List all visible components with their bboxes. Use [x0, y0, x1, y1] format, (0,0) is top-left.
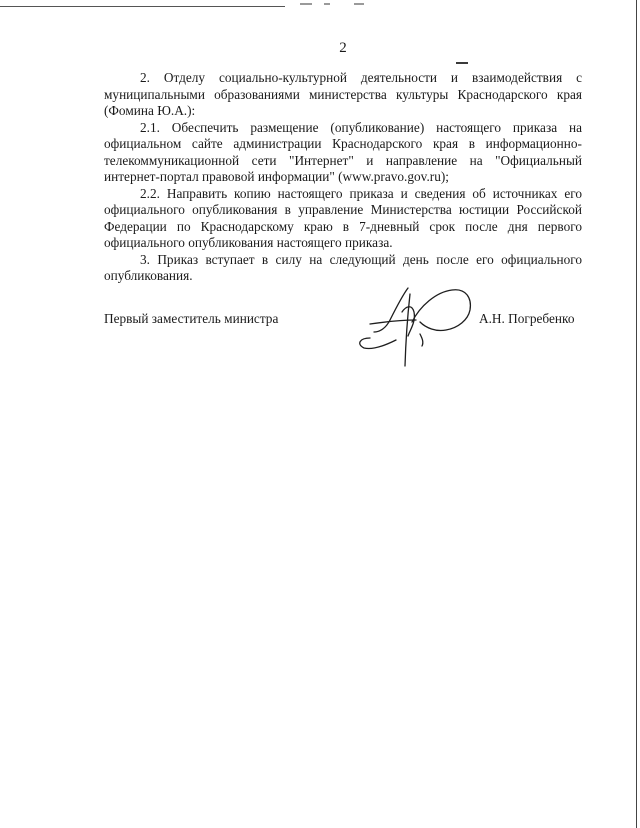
paragraph-2-1: 2.1. Обеспечить размещение (опубликование) настоящего приказа на официальном сайте администрации Краснодарского края в информационно-телекоммуникационной сети "Интернет" и направление на "Официальный интернет-портал правовой информации" (www.pravo.gov.ru);: [104, 119, 582, 184]
scan-mark: [354, 3, 364, 5]
paragraph-2: 2. Отделу социально-культурной деятельности и взаимодействия с муниципальными образованиями министерства культуры Краснодарского края (Фомина Ю.А.):: [104, 70, 582, 118]
paragraph-2-2: 2.2. Направить копию настоящего приказа и сведения об источниках его официального опубликования в управление Министерства юстиции Российской Федерации по Краснодарскому краю в 7-дневный срок после дня первого официального опубликования настоящего приказа.: [104, 185, 582, 250]
signer-title: Первый заместитель министра: [104, 311, 279, 326]
top-scan-line: [0, 6, 285, 7]
document-body: [104, 70, 582, 285]
scan-mark: [300, 3, 312, 5]
paragraph-3: 3. Приказ вступает в силу на следующий день после его официального опубликования.: [104, 251, 582, 283]
signer-name: А.Н. Погребенко: [479, 311, 575, 326]
scan-mark: [324, 3, 330, 5]
handwritten-signature: [350, 282, 490, 372]
pen-mark: [456, 62, 468, 64]
page-number: 2: [339, 40, 347, 56]
page-edge-line: [636, 0, 637, 828]
